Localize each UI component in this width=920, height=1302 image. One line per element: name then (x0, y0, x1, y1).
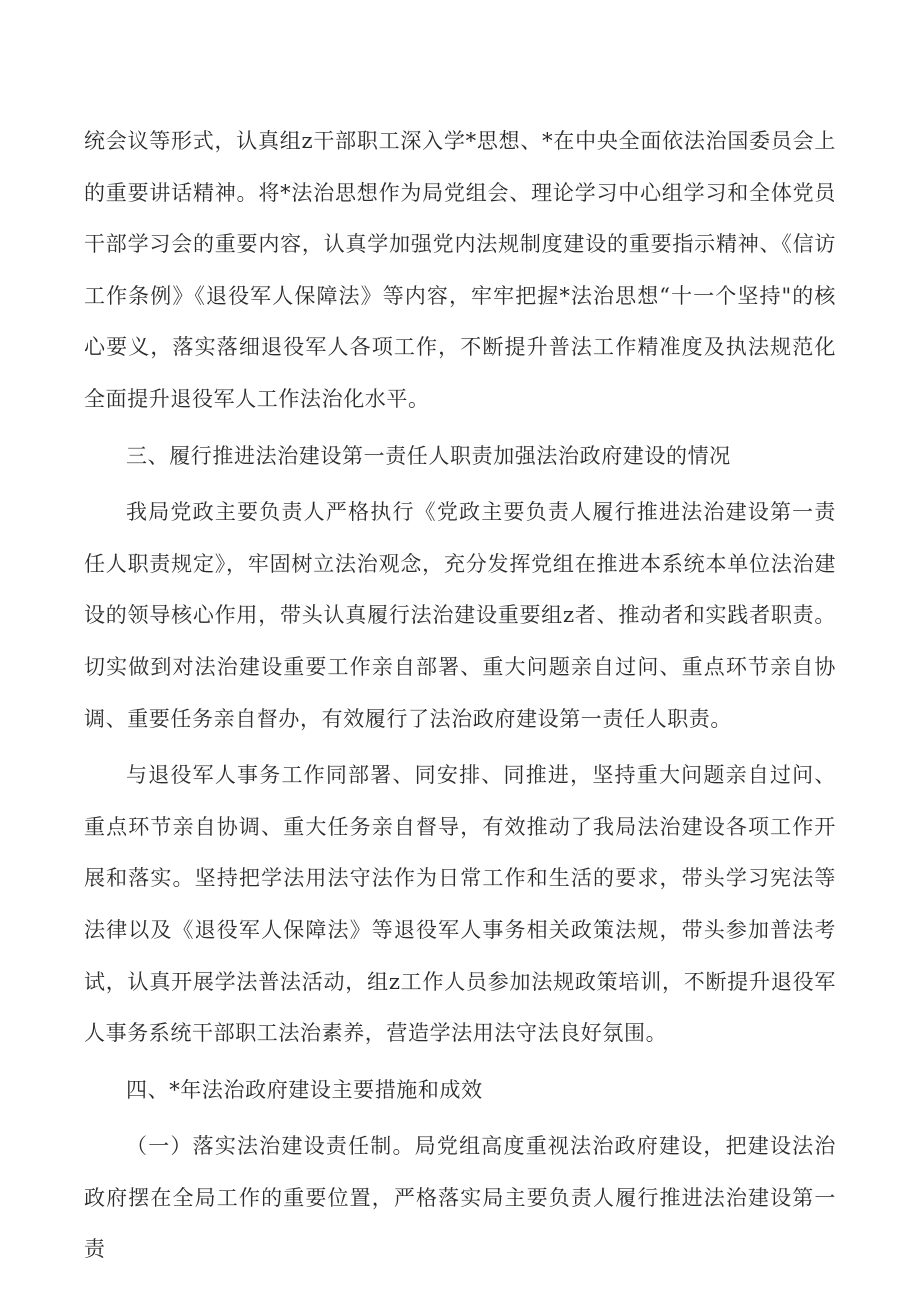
section-heading-three: 三、履行推进法治建设第一责任人职责加强法治政府建设的情况 (126, 443, 731, 468)
section-heading-four: 四、*年法治政府建设主要措施和成效 (126, 1077, 483, 1102)
paragraph-responsibility: 我局党政主要负责人严格执行《党政主要负责人履行推进法治建设第一责任人职责规定》，牢固树立法治观念，充分发挥党组在推进本系统本单位法治建设的领导核心作用，带头认真履行法治建设重要组z者、推动者和实践者职责。切实做到对法治建设重要工作亲自部署、重大问题亲自过问、重点环节亲自协调、重要任务亲自督办，有效履行了法治政府建设第一责任人职责。 (84, 500, 836, 731)
document-body (84, 116, 836, 1281)
paragraph-measure-one: （一）落实法治建设责任制。局党组高度重视法治政府建设，把建设法治政府摆在全局工作的重要位置，严格落实局主要负责人履行推进法治建设第一责 (84, 1134, 836, 1262)
paragraph-continued: 统会议等形式，认真组z干部职工深入学*思想、*在中央全面依法治国委员会上的重要讲话精神。将*法治思想作为局党组会、理论学习中心组学习和全体党员干部学习会的重要内容，认真学加强党内法规制度建设的重要指示精神、《信访工作条例》《退役军人保障法》等内容，牢牢把握*法治思想“十一个坚持"的核心要义，落实落细退役军人各项工作，不断提升普法工作精准度及执法规范化全面提升退役军人工作法治化水平。 (84, 129, 836, 411)
paragraph-coordination: 与退役军人事务工作同部署、同安排、同推进，坚持重大问题亲自过问、重点环节亲自协调、重大任务亲自督导，有效推动了我局法治建设各项工作开展和落实。坚持把学法用法守法作为日常工作和生活的要求，带头学习宪法等法律以及《退役军人保障法》等退役军人事务相关政策法规，带头参加普法考试，认真开展学法普法活动，组z工作人员参加法规政策培训，不断提升退役军人事务系统干部职工法治素养，营造学法用法守法良好氛围。 (84, 763, 836, 1046)
